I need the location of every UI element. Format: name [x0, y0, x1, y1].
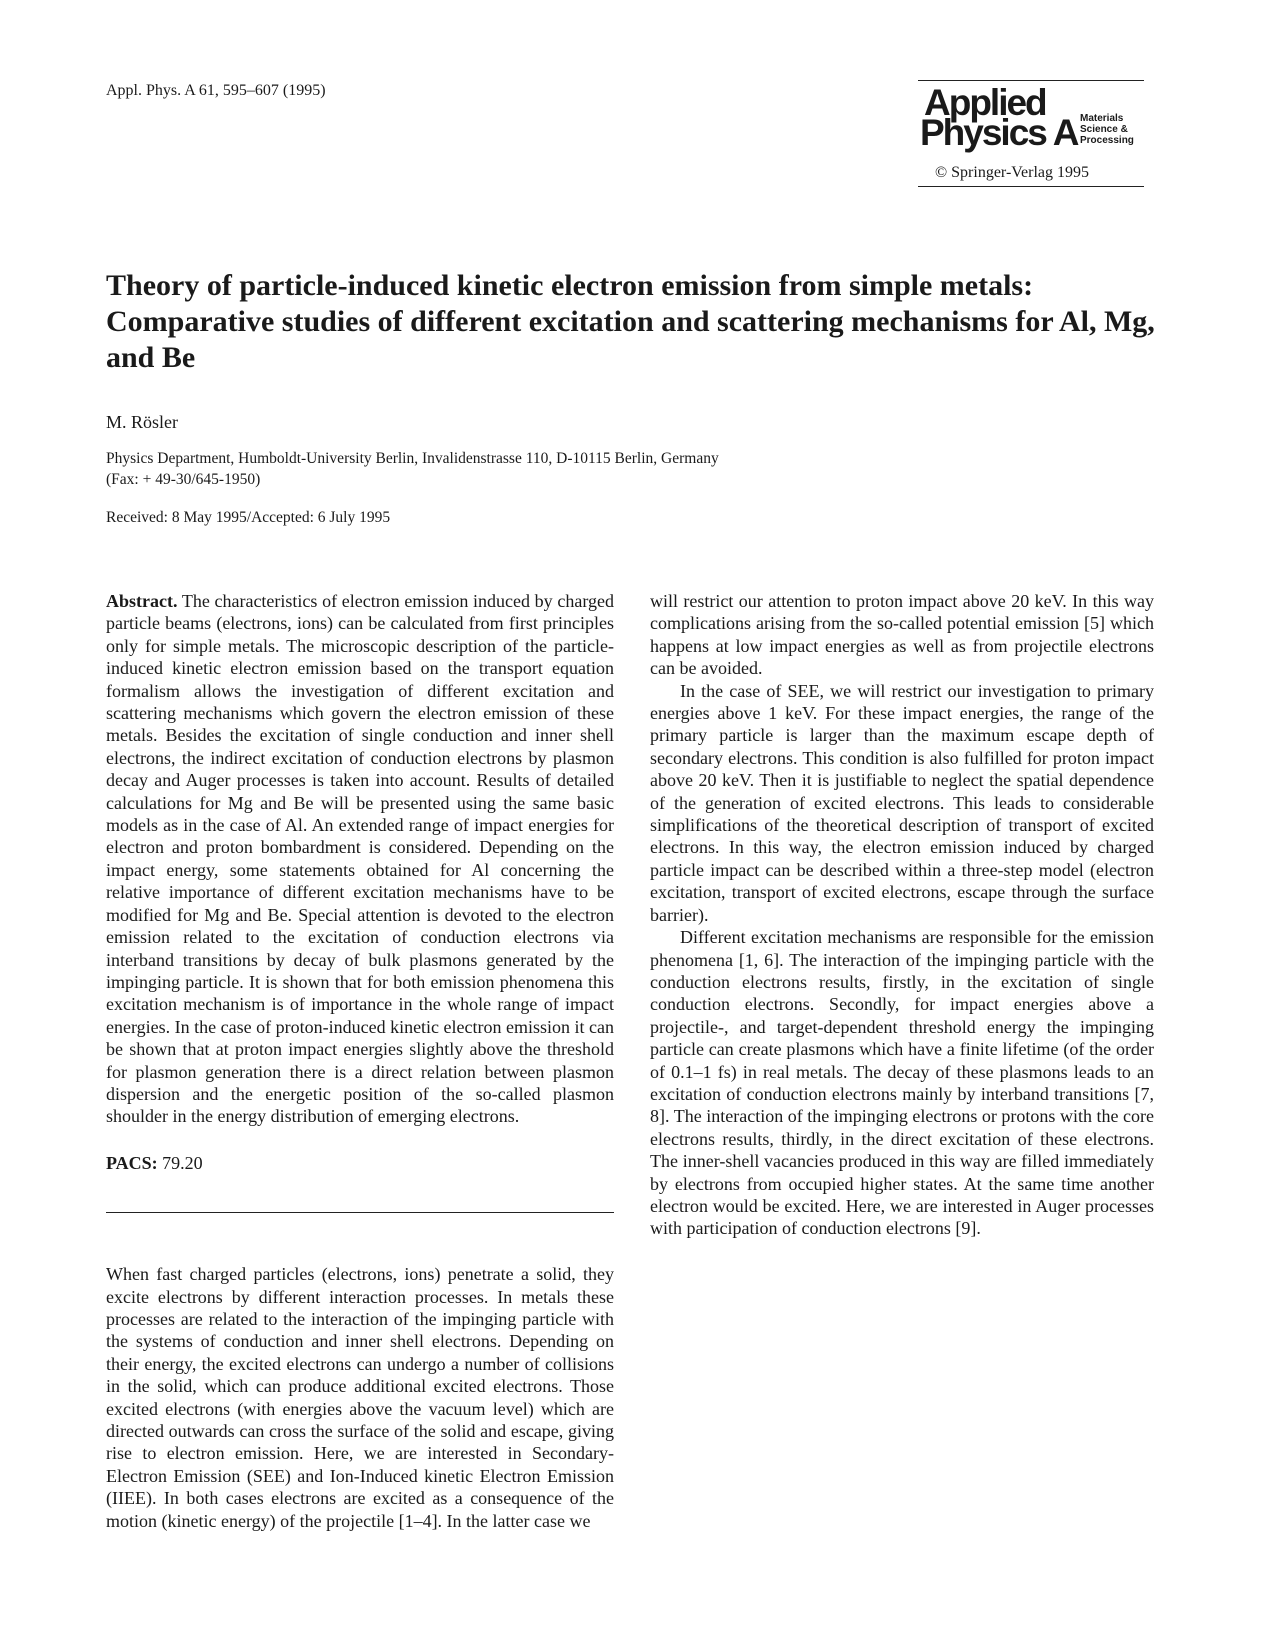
pacs-label: PACS:	[106, 1152, 158, 1173]
section-divider	[106, 1212, 614, 1213]
copyright: © Springer-Verlag 1995	[935, 164, 1090, 181]
body-paragraph-1: When fast charged particles (electrons, ions) penetrate a solid, they excite electrons by different interaction processes. In metals these processes are related to the interaction of the impinging particle with the systems of conduction and inner shell electrons. Depending on their energy, the excited electrons can undergo a number of collisions in the solid, which can produce additional excited electrons. Those excited electrons (with energies above the vacuum level) which are directed outwards can cross the surface of the solid and escape, giving rise to electron emission. Here, we are interested in Secondary-Electron Emission (SEE) and Ion-Induced kinetic Electron Emission (IIEE). In both cases electrons are excited as a consequence of the motion (kinetic energy) of the projectile [1–4]. In the latter case we	[106, 1264, 614, 1531]
body-paragraph-1-continued: will restrict our attention to proton impact above 20 keV. In this way complications arising from the so-called potential emission [5] which happens at low impact energies as well as from projectile electrons can be avoided.	[650, 591, 1154, 679]
pacs	[106, 1152, 614, 1174]
abstract-label: Abstract.	[106, 591, 178, 611]
body-paragraph-2: In the case of SEE, we will restrict our investigation to primary energies above 1 keV. For these impact energies, the range of the primary particle is larger than the maximum escape depth of secondary electrons. This condition is also fulfilled for proton impact above 20 keV. Then it is justifiable to neglect the spatial dependence of the generation of excited electrons. This leads to considerable simplifications of the theoretical description of transport of excited electrons. In this way, the electron emission induced by charged particle impact can be described within a three-step model (electron excitation, transport of excited electrons, escape through the surface barrier).	[650, 680, 1154, 925]
received-dates: Received: 8 May 1995/Accepted: 6 July 1995	[106, 509, 391, 526]
left-column	[106, 590, 614, 1532]
affiliation-block	[106, 448, 719, 490]
journal-citation: Appl. Phys. A 61, 595–607 (1995)	[106, 82, 326, 99]
fax: (Fax: + 49-30/645-1950)	[106, 471, 261, 488]
pacs-value: 79.20	[162, 1152, 203, 1173]
logo-bottom-rule	[918, 186, 1144, 187]
logo-word-applied: Applied	[924, 82, 1046, 123]
article-title: Theory of particle-induced kinetic electron emission from simple metals: Comparative studies of different excitation and scattering mechanisms for Al, Mg, and Be	[106, 269, 1155, 374]
logo-subtitle-line: Science &	[1080, 124, 1128, 135]
author-name: M. Rösler	[106, 412, 178, 432]
affiliation: Physics Department, Humboldt-University Berlin, Invalidenstrasse 110, D-10115 Berlin, Germany	[106, 450, 719, 467]
journal-logo	[920, 82, 1146, 154]
logo-word-physics: Physics A	[920, 112, 1078, 153]
right-column	[650, 590, 1154, 1240]
logo-subtitle-line: Processing	[1080, 135, 1134, 146]
logo-subtitle	[1080, 113, 1134, 146]
logo-subtitle-line: Materials	[1080, 113, 1124, 124]
abstract	[106, 590, 614, 1128]
body-paragraph-3: Different excitation mechanisms are responsible for the emission phenomena [1, 6]. The interaction of the impinging particle with the conduction electrons results, firstly, in the excitation of single conduction electrons. Secondly, for impact energies above a projectile-, and target-dependent threshold energy the impinging particle can create plasmons which have a finite lifetime (of the order of 0.1–1 fs) in real metals. The decay of these plasmons leads to an excitation of conduction electrons mainly by interband transitions [7, 8]. The interaction of the impinging electrons or protons with the core electrons results, thirdly, in the direct excitation of these electrons. The inner-shell vacancies produced in this way are filled immediately by electrons from occupied higher states. At the same time another electron would be excited. Here, we are interested in Auger processes with participation of conduction electrons [9].	[650, 927, 1154, 1239]
logo-top-rule	[918, 80, 1144, 81]
abstract-text: The characteristics of electron emission induced by charged particle beams (electrons, ions) can be calculated from first principles only for simple metals. The microscopic description of the particle-induced kinetic electron emission based on the transport equation formalism allows the investigation of different excitation and scattering mechanisms which govern the electron emission of these metals. Besides the excitation of single conduction and inner shell electrons, the indirect excitation of conduction electrons by plasmon decay and Auger processes is taken into account. Results of detailed calculations for Mg and Be will be presented using the same basic models as in the case of Al. An extended range of impact energies for electron and proton bombardment is considered. Depending on the impact energy, some statements obtained for Al concerning the relative importance of different excitation mechanisms have to be modified for Mg and Be. Special attention is devoted to the electron emission related to the excitation of conduction electrons via interband transitions by decay of bulk plasmons generated by the impinging particle. It is shown that for both emission phenomena this excitation mechanism is of importance in the whole range of impact energies. In the case of proton-induced kinetic electron emission it can be shown that at proton impact energies slightly above the threshold for plasmon generation there is a direct relation between plasmon dispersion and the energetic position of the so-called plasmon shoulder in the energy distribution of emerging electrons.	[106, 591, 614, 1127]
